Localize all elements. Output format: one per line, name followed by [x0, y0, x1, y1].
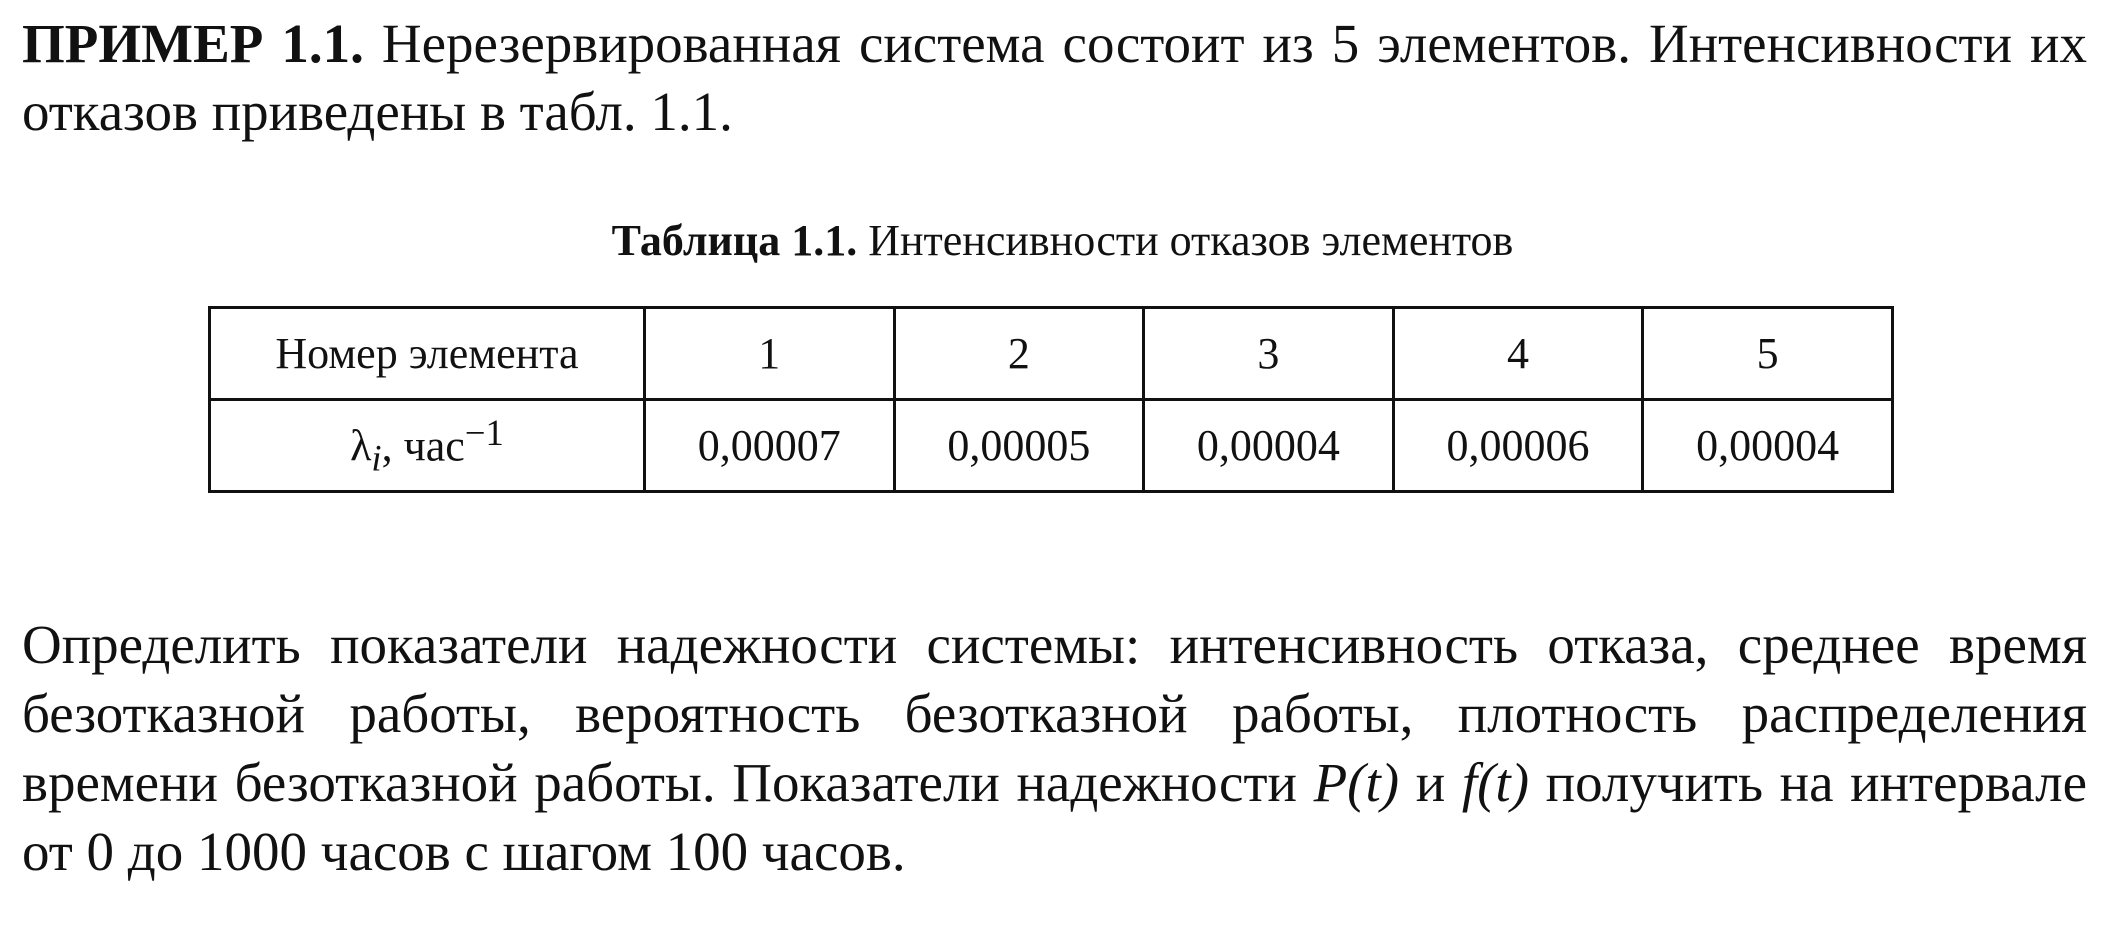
- rate-unit-exponent: −1: [464, 412, 504, 454]
- table-caption-title: Интенсивности отказов элементов: [857, 216, 1514, 265]
- density-function: f(t): [1461, 752, 1530, 813]
- lambda-subscript: i: [371, 437, 382, 479]
- task-text-conclusion: получить на интервале от 0 до 1000 часов с шагом 100 часов.: [22, 752, 2087, 882]
- task-paragraph: [22, 610, 2087, 886]
- table-row-failure-rates: [210, 400, 1893, 492]
- row-header-failure-rate: [210, 400, 645, 492]
- row-header-element-number: Номер элемента: [210, 308, 645, 400]
- failure-rate-cell: 0,00005: [894, 400, 1144, 492]
- table-caption: [0, 213, 2125, 269]
- failure-rate-cell: 0,00006: [1393, 400, 1643, 492]
- table-row-element-numbers: [210, 308, 1893, 400]
- conjunction-text: и: [1399, 752, 1462, 813]
- failure-rate-cell: 0,00007: [644, 400, 894, 492]
- element-number-cell: 1: [644, 308, 894, 400]
- element-number-cell: 3: [1144, 308, 1394, 400]
- failure-rate-cell: 0,00004: [1144, 400, 1394, 492]
- element-number-cell: 2: [894, 308, 1144, 400]
- failure-rate-cell: 0,00004: [1643, 400, 1893, 492]
- probability-function: P(t): [1313, 752, 1400, 813]
- element-number-cell: 5: [1643, 308, 1893, 400]
- example-intro-paragraph: [22, 10, 2087, 146]
- table-caption-number: Таблица 1.1.: [611, 216, 858, 265]
- rate-unit: , час: [381, 421, 465, 471]
- lambda-symbol: λ: [350, 421, 372, 471]
- task-text-intro: Определить показатели надежности системы: интенсивность отказа, среднее время безотказной работы, вероятность безотказной работы, плотность распределения времени безотказной работы. Показатели надежности: [22, 614, 2087, 813]
- example-label: ПРИМЕР 1.1.: [22, 13, 364, 74]
- failure-rate-table: [208, 306, 1894, 493]
- example-intro-text: Нерезервированная система состоит из 5 элементов. Интенсивности их отказов приведены в табл. 1.1.: [22, 13, 2087, 142]
- element-number-cell: 4: [1393, 308, 1643, 400]
